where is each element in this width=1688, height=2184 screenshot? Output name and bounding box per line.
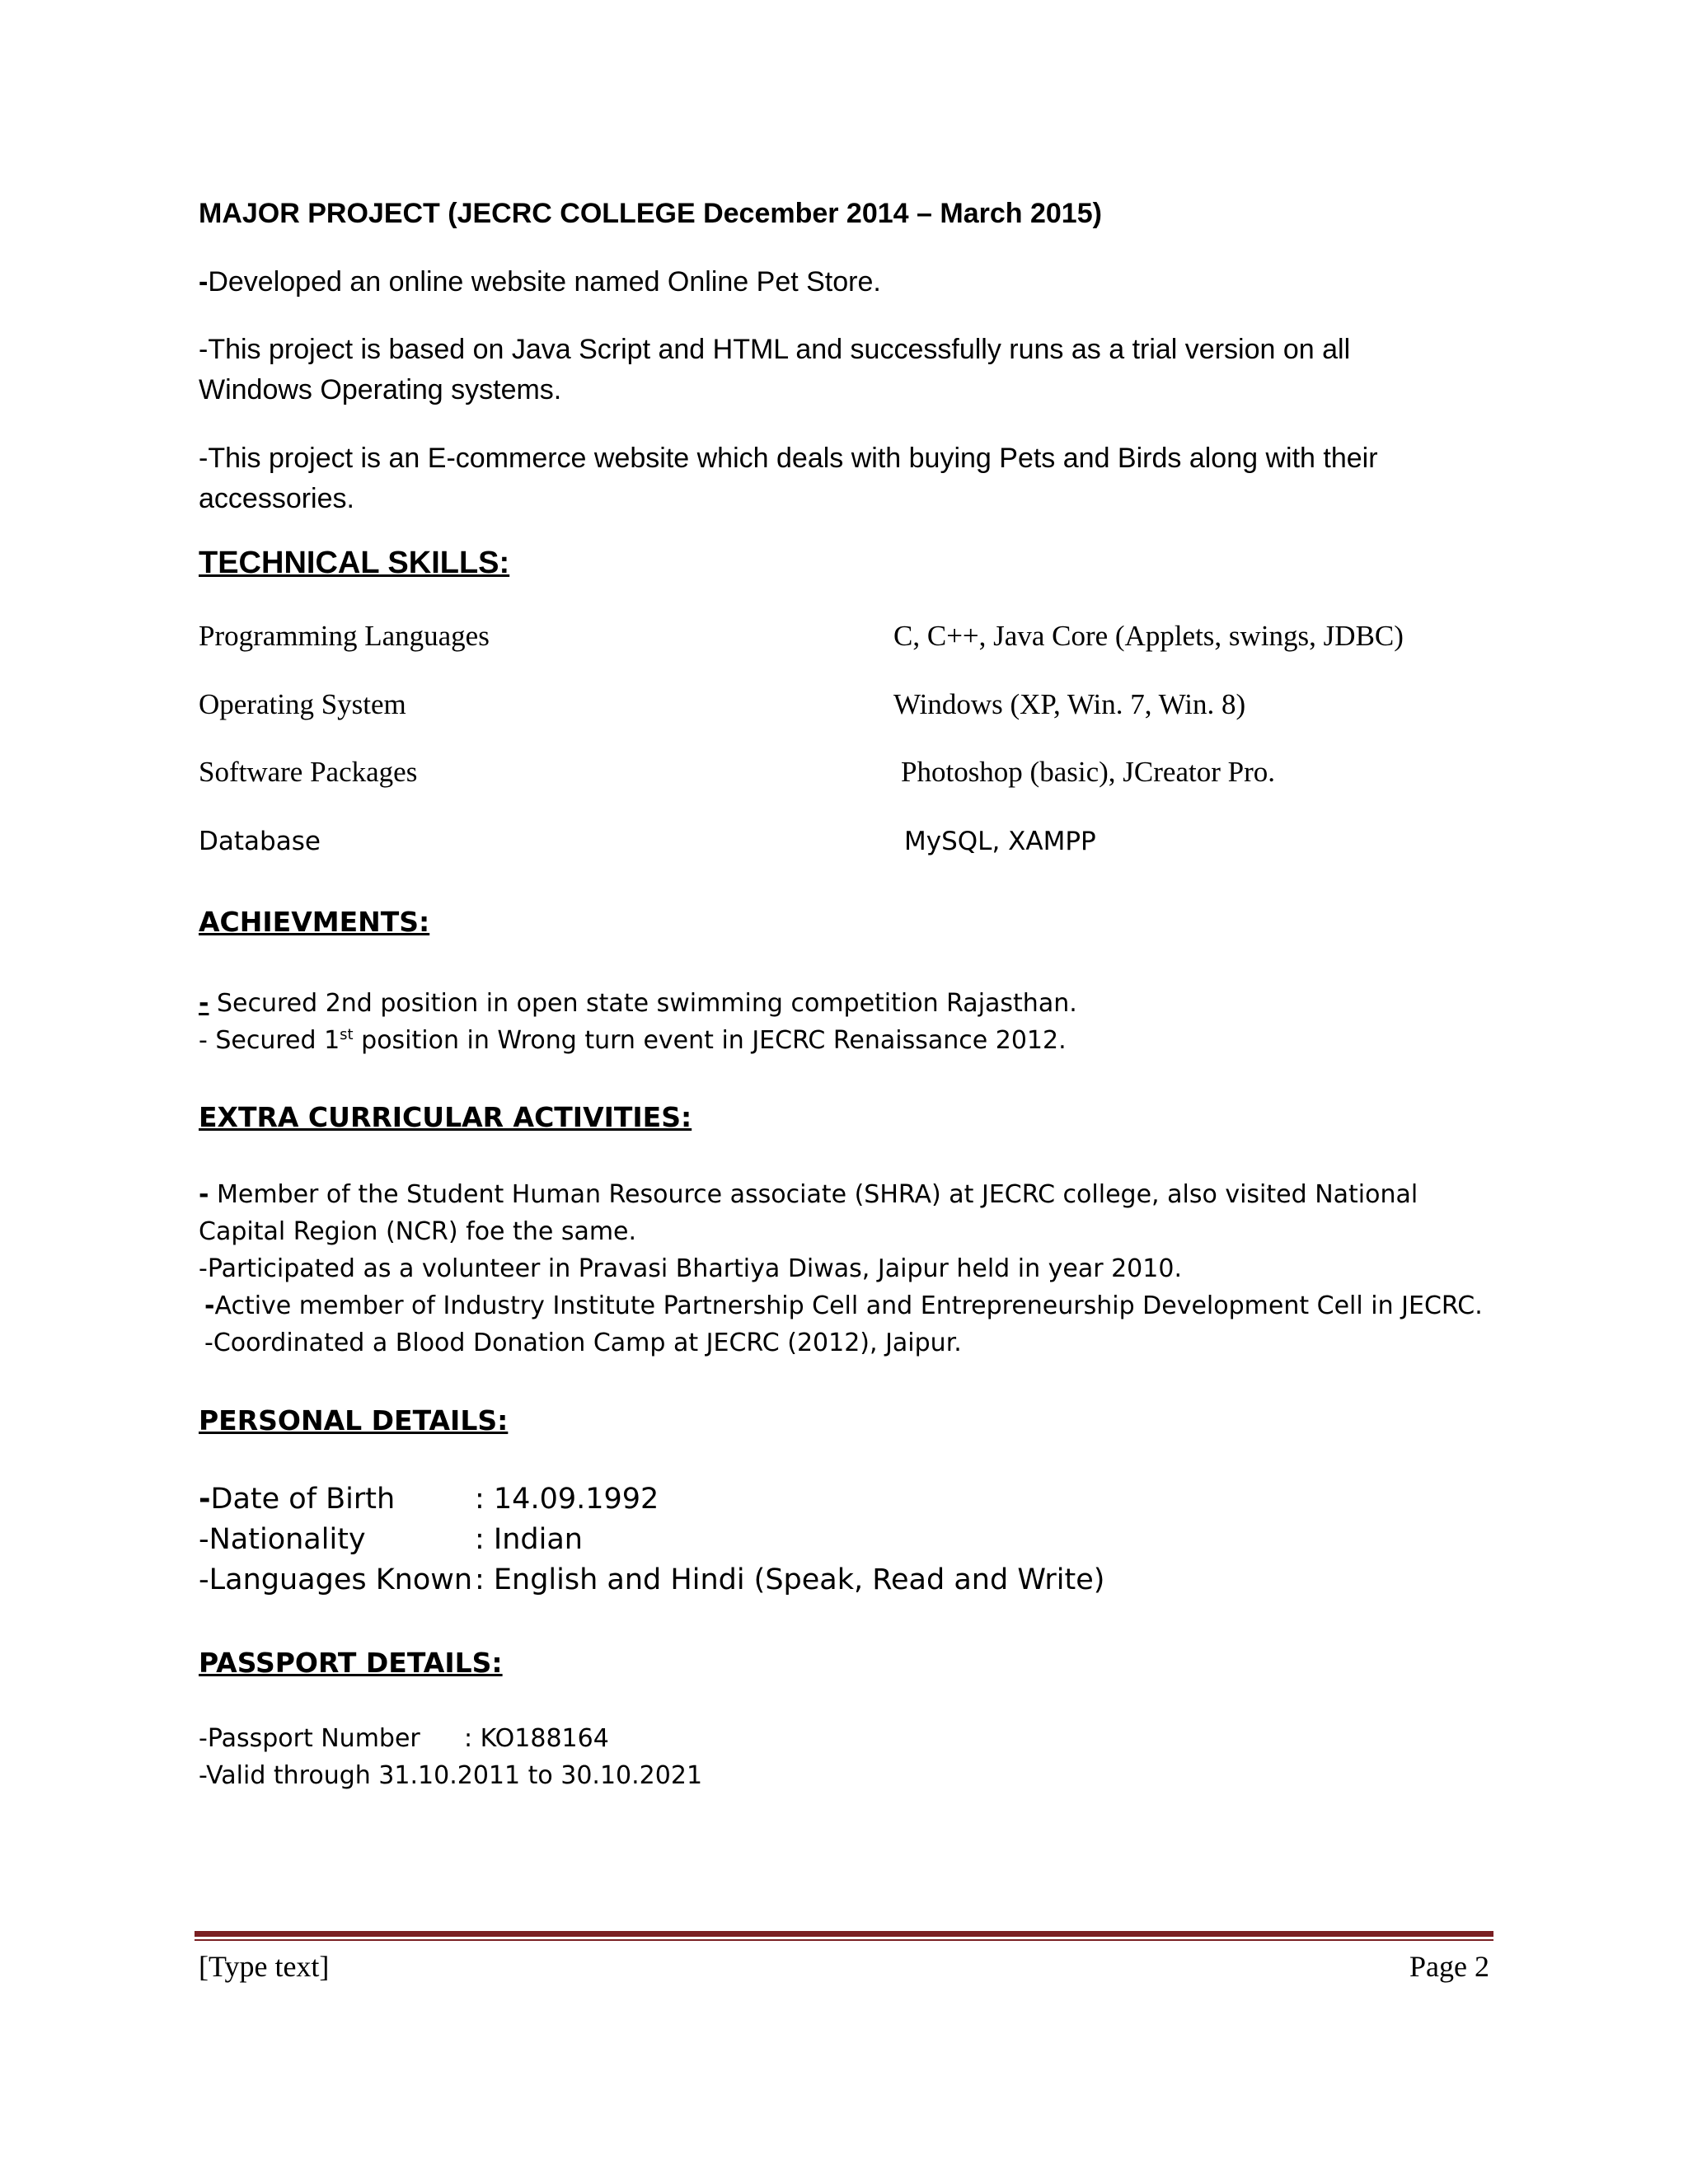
- dob-row: -Date of Birth : 14.09.1992: [199, 1483, 659, 1516]
- skill-label-programming: Programming Languages: [199, 620, 490, 652]
- project-line-2b: Windows Operating systems.: [199, 374, 562, 405]
- achievement-line-2-pre: - Secured 1: [199, 1026, 340, 1055]
- nationality-label: -Nationality: [199, 1523, 366, 1556]
- languages-value: : English and Hindi (Speak, Read and Write): [475, 1563, 1105, 1596]
- extra-curricular-heading: EXTRA CURRICULAR ACTIVITIES:: [199, 1101, 692, 1133]
- personal-details-heading: PERSONAL DETAILS:: [199, 1404, 509, 1436]
- achievement-line-2-sup: st: [340, 1026, 354, 1043]
- skill-value-database: MySQL, XAMPP: [904, 827, 1096, 856]
- skill-value-programming: C, C++, Java Core (Applets, swings, JDBC): [893, 620, 1404, 652]
- extra-line-1: [199, 1180, 1418, 1209]
- footer-rule-thick: [195, 1931, 1493, 1937]
- nationality-value: : Indian: [475, 1523, 583, 1556]
- footer-left-text: [Type text]: [199, 1950, 330, 1983]
- passport-number-value: : KO188164: [464, 1724, 609, 1753]
- extra-line-3-dash: -: [204, 1291, 215, 1320]
- project-line-2a: -This project is based on Java Script and HTML and successfully runs as a trial version on all: [199, 334, 1351, 365]
- achievements-heading: ACHIEVMENTS:: [199, 906, 430, 938]
- skill-label-software: Software Packages: [199, 756, 418, 788]
- project-line-1: [199, 262, 1517, 302]
- project-line-3a: -This project is an E-commerce website which deals with buying Pets and Birds along with their: [199, 443, 1378, 474]
- achievement-line-2: [199, 1026, 1067, 1055]
- passport-number-row: [199, 1724, 609, 1753]
- achievement-line-1-dash: -: [199, 989, 209, 1018]
- skill-value-os: Windows (XP, Win. 7, Win. 8): [893, 688, 1246, 720]
- project-line-1-text: Developed an online website named Online Pet Store.: [208, 266, 881, 298]
- major-project-heading: MAJOR PROJECT (JECRC COLLEGE December 2014 – March 2015): [199, 198, 1102, 229]
- skill-label-database: Database: [199, 827, 321, 856]
- extra-line-1-text: Member of the Student Human Resource associate (SHRA) at JECRC college, also visited National: [209, 1180, 1418, 1209]
- extra-line-4: -Coordinated a Blood Donation Camp at JECRC (2012), Jaipur.: [204, 1329, 962, 1357]
- footer-rule-thin: [195, 1939, 1493, 1941]
- extra-line-3-text: Active member of Industry Institute Partnership Cell and Entrepreneurship Development Cell in JECRC.: [214, 1291, 1483, 1320]
- skill-value-software: Photoshop (basic), JCreator Pro.: [901, 756, 1275, 788]
- project-line-3b: accessories.: [199, 483, 354, 514]
- passport-validity: -Valid through 31.10.2011 to 30.10.2021: [199, 1761, 703, 1790]
- languages-row: [199, 1563, 1104, 1596]
- skill-label-os: Operating System: [199, 688, 406, 720]
- project-line-2: [199, 330, 1517, 410]
- project-line-3: [199, 438, 1517, 519]
- project-line-1-dash: -: [199, 266, 209, 298]
- extra-line-1-dash: -: [199, 1180, 209, 1209]
- nationality-row: [199, 1523, 583, 1556]
- dob-value: : 14.09.1992: [475, 1483, 659, 1516]
- footer-page-number: Page 2: [1409, 1950, 1489, 1983]
- dob-label: Date of Birth: [210, 1483, 396, 1516]
- extra-line-1-cont: Capital Region (NCR) foe the same.: [199, 1217, 637, 1246]
- extra-line-2: -Participated as a volunteer in Pravasi Bhartiya Diwas, Jaipur held in year 2010.: [199, 1254, 1182, 1283]
- passport-number-label: -Passport Number: [199, 1724, 420, 1753]
- achievement-line-1: [199, 989, 1077, 1018]
- extra-line-3: [204, 1291, 1483, 1320]
- achievement-line-2-post: position in Wrong turn event in JECRC Renaissance 2012.: [353, 1026, 1067, 1055]
- passport-details-heading: PASSPORT DETAILS:: [199, 1647, 503, 1679]
- achievement-line-1-text: Secured 2nd position in open state swimming competition Rajasthan.: [209, 989, 1077, 1018]
- languages-label: -Languages Known: [199, 1563, 473, 1596]
- technical-skills-heading: TECHNICAL SKILLS:: [199, 546, 510, 580]
